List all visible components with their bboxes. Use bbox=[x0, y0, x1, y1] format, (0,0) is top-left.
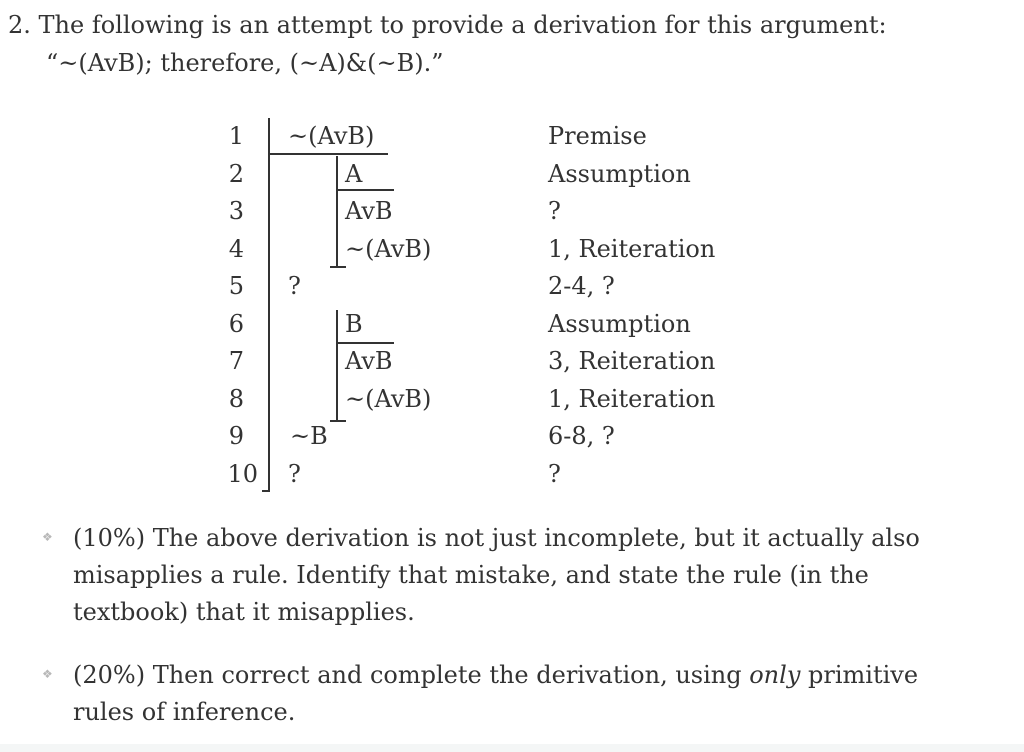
justification: 6-8, ? bbox=[548, 422, 615, 450]
line-number: 2 bbox=[228, 160, 244, 188]
task-item-1 bbox=[42, 520, 982, 631]
main-scope-line bbox=[268, 118, 270, 492]
line-number: 4 bbox=[228, 235, 244, 263]
formula: B bbox=[345, 310, 363, 338]
formula: ~(AvB) bbox=[345, 385, 432, 413]
justification: 1, Reiteration bbox=[548, 385, 716, 413]
formula: AvB bbox=[345, 197, 393, 225]
subproof-2-assumption-bar bbox=[336, 342, 394, 344]
line-number: 1 bbox=[228, 122, 244, 150]
justification: Assumption bbox=[548, 310, 691, 338]
formula: AvB bbox=[345, 347, 393, 375]
question-text: The following is an attempt to provide a derivation for this argument: bbox=[38, 11, 887, 39]
task-item-2-text-end: primitive rules of inference. bbox=[73, 661, 919, 726]
formula: ~(AvB) bbox=[288, 122, 375, 150]
subproof-1-assumption-bar bbox=[336, 189, 394, 191]
line-number: 8 bbox=[228, 385, 244, 413]
argument-text: “~(AvB); therefore, (~A)&(~B).” bbox=[46, 49, 444, 77]
formula: A bbox=[345, 160, 363, 188]
justification: ? bbox=[548, 197, 561, 225]
main-premise-bar bbox=[268, 153, 388, 155]
task-item-2-text bbox=[42, 657, 982, 731]
justification: ? bbox=[548, 460, 561, 488]
task-item-1-text: (10%) The above derivation is not just incomplete, but it actually also misapplies a rule. Identify that mistake, and state the rule (in the textbook) that it misapplies. bbox=[73, 524, 920, 626]
line-number: 9 bbox=[228, 422, 244, 450]
footer-strip bbox=[0, 744, 1024, 752]
line-number: 3 bbox=[228, 197, 244, 225]
line-number: 10 bbox=[227, 460, 258, 488]
line-number: 7 bbox=[228, 347, 244, 375]
diamond-bullet-icon: ❖ bbox=[42, 530, 53, 544]
justification: 1, Reiteration bbox=[548, 235, 716, 263]
question-number: 2. bbox=[8, 11, 31, 39]
subproof-2-end-tick bbox=[330, 420, 346, 422]
task-item-2 bbox=[42, 657, 982, 731]
justification: 2-4, ? bbox=[548, 272, 615, 300]
line-number: 6 bbox=[228, 310, 244, 338]
task-item-2-emphasis: only bbox=[749, 661, 801, 689]
subproof-1-scope-line bbox=[336, 156, 338, 268]
formula: ~B bbox=[290, 422, 328, 450]
line-number: 5 bbox=[228, 272, 244, 300]
subproof-2-scope-line bbox=[336, 310, 338, 422]
subproof-1-end-tick bbox=[330, 266, 346, 268]
task-item-2-text-start: (20%) Then correct and complete the derivation, using bbox=[73, 661, 750, 689]
diamond-bullet-icon: ❖ bbox=[42, 667, 53, 681]
justification: Assumption bbox=[548, 160, 691, 188]
justification: 3, Reiteration bbox=[548, 347, 716, 375]
formula: ? bbox=[288, 272, 301, 300]
formula: ? bbox=[288, 460, 301, 488]
formula: ~(AvB) bbox=[345, 235, 432, 263]
justification: Premise bbox=[548, 122, 647, 150]
main-scope-end-tick bbox=[262, 490, 270, 492]
